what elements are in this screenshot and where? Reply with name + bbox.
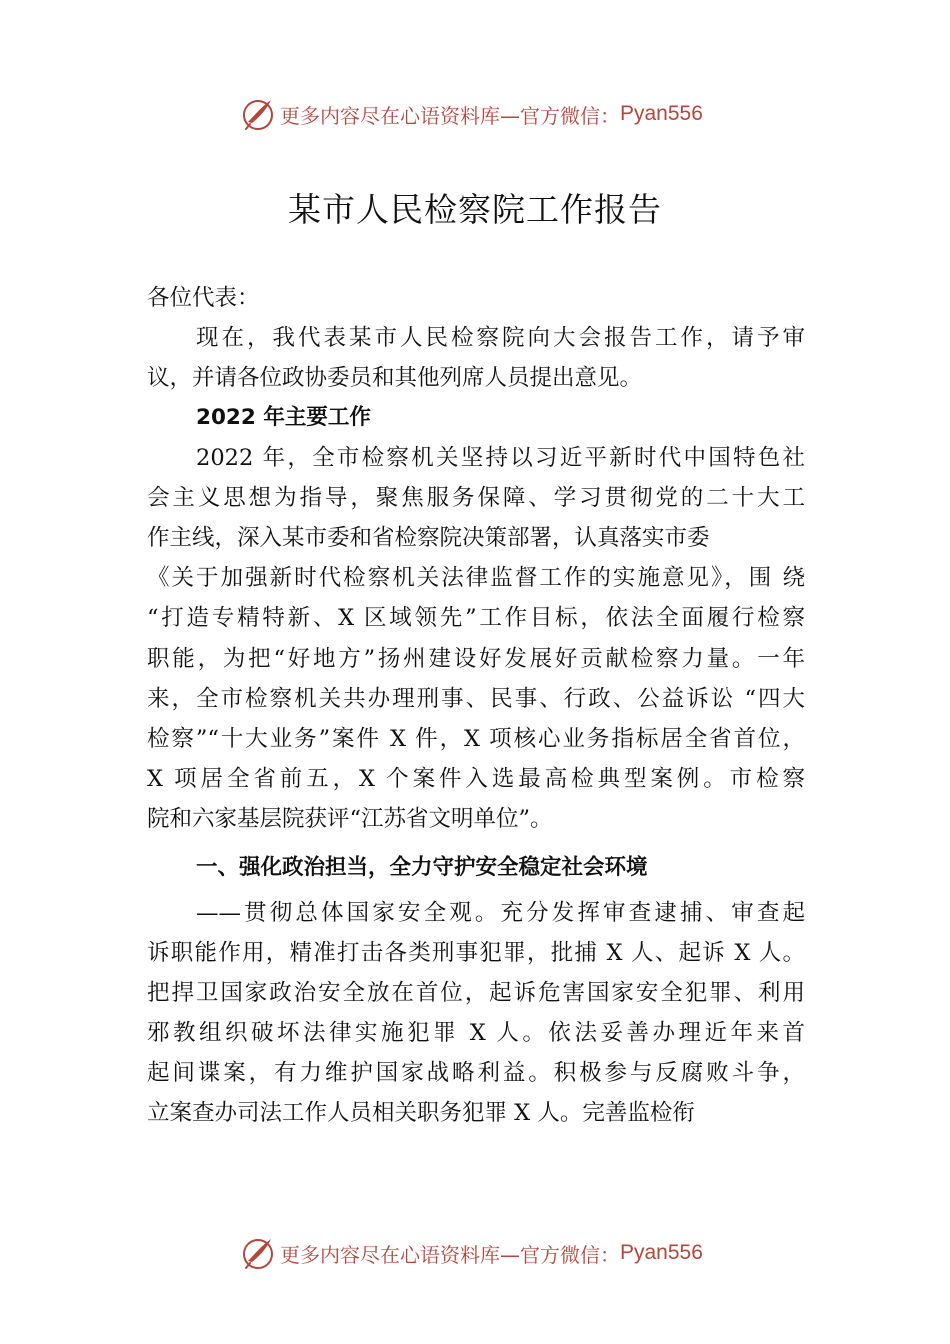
paragraph-line: 把捍卫国家政治安全放在首位，起诉危害国家安全犯罪、利用 [147, 980, 805, 1006]
paragraph-line: 职能，为把“好地方”扬州建设好发展好贡献检察力量。一年 [147, 646, 805, 672]
paragraph-line: 邪教组织破坏法律实施犯罪 X 人。依法妥善办理近年来首 [147, 1020, 805, 1046]
paragraph-line: 立案查办司法工作人员相关职务犯罪 X 人。完善监检衔 [147, 1100, 695, 1126]
paragraph-line: 起间谍案，有力维护国家战略利益。积极参与反腐败斗争， [147, 1060, 805, 1086]
paragraph-line: 2022 年，全市检察机关坚持以习近平新时代中国特色社 [196, 445, 805, 471]
paragraph-line: 议，并请各位政协委员和其他列席人员提出意见。 [147, 365, 643, 391]
watermark-wechat-id: Pyan556 [620, 102, 703, 125]
document-title: 某市人民检察院工作报告 [288, 190, 662, 229]
paragraph-line: 院和六家基层院获评“江苏省文明单位”。 [147, 806, 553, 832]
watermark-banner-top [0, 94, 950, 134]
paragraph-line: ——贯彻总体国家安全观。充分发挥审查逮捕、审查起 [196, 900, 805, 926]
watermark-wechat-id: Pyan556 [620, 1241, 703, 1264]
watermark-text: 更多内容尽在心语资料库—官方微信： [280, 1242, 620, 1267]
paragraph-line: 作主线，深入某市委和省检察院决策部署，认真落实市委 [147, 525, 710, 551]
watermark-text: 更多内容尽在心语资料库—官方微信： [280, 103, 620, 128]
section-heading: 2022 年主要工作 [196, 405, 371, 430]
section-heading: 一、强化政治担当，全力守护安全稳定社会环境 [196, 855, 648, 880]
paragraph-line: 《关于加强新时代检察机关法律监督工作的实施意见》，围 绕 [147, 565, 805, 591]
paragraph-line: 会主义思想为指导，聚焦服务保障、学习贯彻党的二十大工 [147, 485, 805, 511]
salutation: 各位代表： [147, 285, 260, 311]
quill-logo-icon [240, 96, 276, 132]
quill-logo-icon [240, 1235, 276, 1271]
paragraph-line: “打造专精特新、X 区域领先”工作目标，依法全面履行检察 [147, 605, 805, 631]
paragraph-line: 现在，我代表某市人民检察院向大会报告工作，请予审 [196, 325, 805, 351]
paragraph-line: 检察”“十大业务”案件 X 件，X 项核心业务指标居全省首位， [147, 726, 805, 752]
paragraph-line: X 项居全省前五，X 个案件入选最高检典型案例。市检察 [147, 766, 805, 792]
paragraph-line: 来，全市检察机关共办理刑事、民事、行政、公益诉讼 “四大 [147, 686, 805, 712]
paragraph-line: 诉职能作用，精准打击各类刑事犯罪，批捕 X 人、起诉 X 人。 [147, 940, 805, 966]
watermark-banner-bottom [0, 1233, 950, 1273]
